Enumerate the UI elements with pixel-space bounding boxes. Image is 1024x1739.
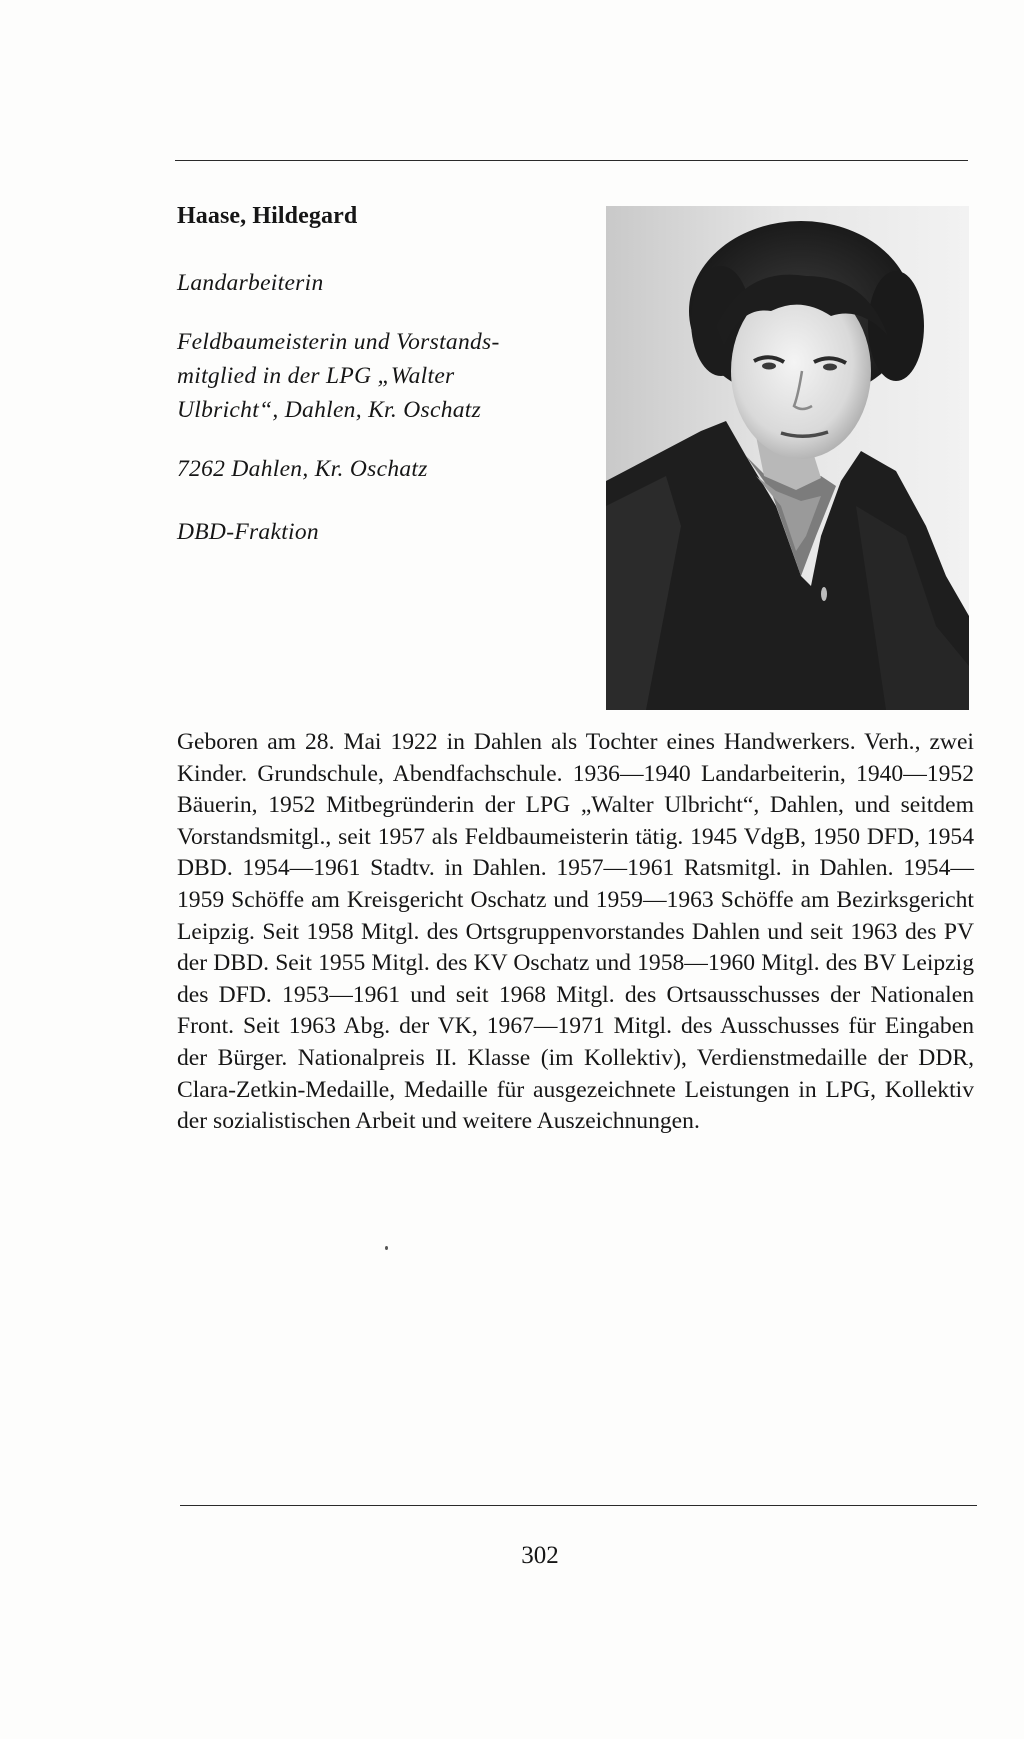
page-number: 302 [521, 1542, 559, 1569]
entry-position: Feldbaumeisterin und Vorstandsmitglied in der LPG „Walter Ulbricht“, Dahlen, Kr. Oschatz [177, 329, 500, 423]
entry-occupation: Landarbeiterin [177, 270, 324, 296]
bottom-rule [180, 1505, 977, 1506]
top-rule [175, 160, 968, 161]
entry-fraction: DBD-Fraktion [177, 519, 319, 545]
entry-address: 7262 Dahlen, Kr. Oschatz [177, 456, 428, 482]
entry-name: Haase, Hildegard [177, 203, 358, 229]
entry-biography: Geboren am 28. Mai 1922 in Dahlen als Tochter eines Handwerkers. Verh., zwei Kinder. Grundschule, Abendfachschule. 1936—1940 Landarbeiterin, 1940—1952 Bäuerin, 1952 Mitbegründerin der LPG „Walter Ulbricht“, Dahlen, und seitdem Vorstandsmitgl., seit 1957 als Feldbaumeisterin tätig. 1945 VdgB, 1950 DFD, 1954 DBD. 1954—1961 Stadtv. in Dahlen. 1957—1961 Ratsmitgl. in Dahlen. 1954—1959 Schöffe am Kreisgericht Oschatz und 1959—1963 Schöffe am Bezirksgericht Leipzig. Seit 1958 Mitgl. des Ortsgruppenvorstandes Dahlen und seit 1963 des PV der DBD. Seit 1955 Mitgl. des KV Oschatz und 1958—1960 Mitgl. des BV Leipzig des DFD. 1953—1961 und seit 1968 Mitgl. des Ortsausschusses der Nationalen Front. Seit 1963 Abg. der VK, 1967—1971 Mitgl. des Ausschusses für Eingaben der Bürger. Nationalpreis II. Klasse (im Kollektiv), Verdienstmedaille der DDR, Clara-Zetkin-Medaille, Medaille für ausgezeichnete Leistungen in LPG, Kollektiv der sozialistischen Arbeit und weitere Auszeichnungen. [177, 729, 974, 1135]
paper-speck [385, 1246, 388, 1250]
portrait-photo [606, 206, 969, 710]
